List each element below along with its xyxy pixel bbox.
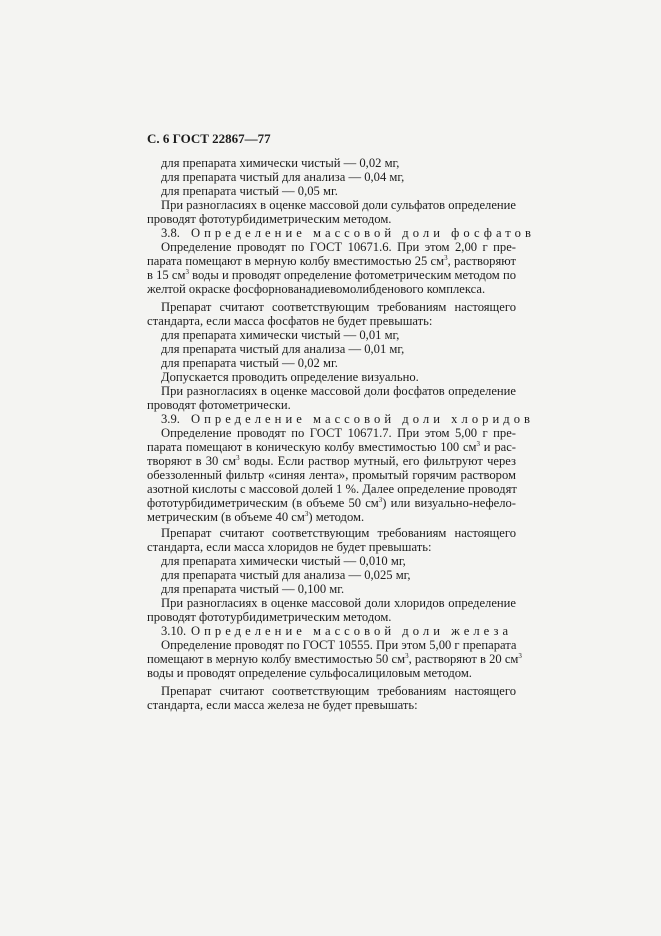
text-line: парата помещают в мерную колбу вместимостью 25 $см^3$, растворяют (147, 254, 516, 268)
text-line: При разногласиях в оценке массовой доли сульфатов определение (161, 198, 516, 212)
text-line: для препарата химически чистый — 0,01 мг, (161, 328, 400, 342)
text-line: проводят фототурбидиметрическим методом. (147, 610, 392, 624)
text-line: для препарата химически чистый — 0,02 мг, (161, 156, 400, 170)
section-heading: Определение массовой доли фосфатов (191, 226, 535, 240)
text-line: азотной кислоты с массовой долей 1 %. Далее определение проводят (147, 482, 517, 496)
text-line: в 15 $см^3$ воды и проводят определение фотометрическим методом по (147, 268, 516, 282)
text-line: Определение проводят по ГОСТ 10671.6. При этом 2,00 г пре- (161, 240, 516, 254)
text-line: для препарата химически чистый — 0,010 мг, (161, 554, 406, 568)
section-number: 3.10. (161, 624, 187, 638)
text-line: стандарта, если масса железа не будет превышать: (147, 698, 418, 712)
page-header: С. 6 ГОСТ 22867—77 (147, 131, 271, 146)
text-line: парата помещают в коническую колбу вместимостью 100 $см^3$ и рас- (147, 440, 516, 454)
text-line: желтой окраске фосфорнованадиевомолибденового комплекса. (147, 282, 486, 296)
text-line: При разногласиях в оценке массовой доли хлоридов определение (161, 596, 516, 610)
text-line: При разногласиях в оценке массовой доли фосфатов определение (161, 384, 516, 398)
text-line: стандарта, если масса хлоридов не будет превышать: (147, 540, 432, 554)
text-line: для препарата чистый — 0,05 мг. (161, 184, 338, 198)
text-line: фототурбидиметрическим (в объеме 50 $см^3$) или визуально-нефело- (147, 496, 516, 510)
text-line: проводят фотометрически. (147, 398, 291, 412)
text-line: стандарта, если масса фосфатов не будет превышать: (147, 314, 433, 328)
text-line: воды и проводят определение сульфосалициловым методом. (147, 666, 472, 680)
text-line: для препарата чистый — 0,02 мг. (161, 356, 338, 370)
text-line: метрическим (в объеме 40 $см^3$) методом. (147, 510, 365, 524)
text-line: Определение проводят по ГОСТ 10555. При этом 5,00 г препарата (161, 638, 517, 652)
section-heading: Определение массовой доли хлоридов (191, 412, 535, 426)
text-line: для препарата чистый для анализа — 0,04 мг, (161, 170, 405, 184)
text-line: Препарат считают соответствующим требованиям настоящего (161, 300, 516, 314)
text-line: для препарата чистый для анализа — 0,025 мг, (161, 568, 411, 582)
section-heading: Определение массовой доли железа (191, 624, 513, 638)
section-number: 3.8. (161, 226, 180, 240)
text-line: для препарата чистый — 0,100 мг. (161, 582, 345, 596)
text-line: Определение проводят по ГОСТ 10671.7. При этом 5,00 г пре- (161, 426, 516, 440)
text-line: помещают в мерную колбу вместимостью 50 $см^3$, растворяют в 20 $см^3$ (147, 652, 522, 666)
text-line: творяют в 30 $см^3$ воды. Если раствор мутный, его фильтруют через (147, 454, 517, 468)
section-number: 3.9. (161, 412, 180, 426)
text-line: Препарат считают соответствующим требованиям настоящего (161, 526, 516, 540)
text-line: Препарат считают соответствующим требованиям настоящего (161, 684, 516, 698)
text-line: Допускается проводить определение визуально. (161, 370, 419, 384)
text-line: для препарата чистый для анализа — 0,01 мг, (161, 342, 405, 356)
text-line: обеззоленный фильтр «синяя лента», промытый горячим раствором (147, 468, 516, 482)
text-line: проводят фототурбидиметрическим методом. (147, 212, 392, 226)
